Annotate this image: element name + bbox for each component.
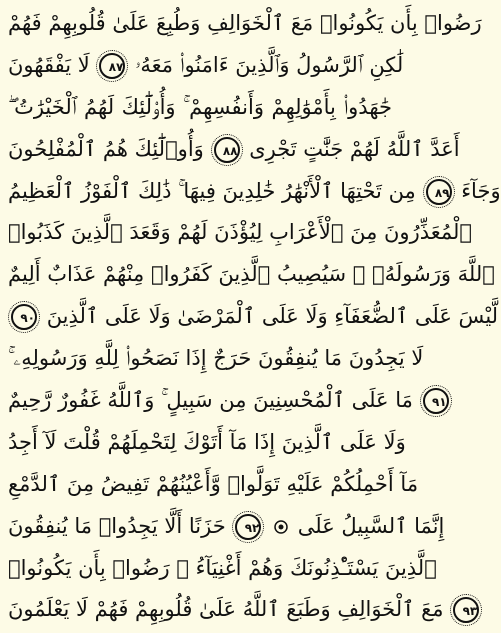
verse-line [8, 422, 406, 464]
verse-line [8, 548, 437, 590]
verse-text: مَعَ ٱلْخَوَالِفِ وَطَبَعَ ٱللَّهُ عَلَىٰ قُلُوبِهِمْ فَهُمْ لَا يَعْلَمُونَ [8, 597, 444, 622]
verse-line [8, 589, 478, 631]
verse-text: ٱلْمُعَذِّرُونَ مِنَ ٱلْأَعْرَابِ لِيُؤْذَنَ لَهُمْ وَقَعَدَ ٱلَّذِينَ كَذَبُوا۟ [8, 220, 473, 245]
verse-line [8, 129, 460, 171]
ayah-number-marker: ٩٢ [235, 514, 261, 540]
verse-line [8, 87, 392, 129]
verse-line [8, 171, 501, 213]
verse-text: لَٰكِنِ ٱلرَّسُولُ وَٱلَّذِينَ ءَامَنُوا۟ مَعَهُۥ [135, 52, 404, 77]
verse-text: مِن تَحْتِهَا ٱلْأَنْهَٰرُ خَٰلِدِينَ فِيهَا ۚ ذَٰلِكَ ٱلْفَوْزُ ٱلْعَظِيمُ [8, 178, 416, 203]
verse-text: وَأُو۟لَٰٓئِكَ هُمُ ٱلْمُفْلِحُونَ [8, 136, 204, 161]
verse-text: ٱلَّذِينَ يَسْتَـْٔذِنُونَكَ وَهُمْ أَغْنِيَآءُ ۚ رَضُوا۟ بِأَن يَكُونُوا۟ [8, 555, 437, 580]
verse-text: رَضُوا۟ بِأَن يَكُونُوا۟ مَعَ ٱلْخَوَالِفِ وَطُبِعَ عَلَىٰ قُلُوبِهِمْ فَهُمْ [8, 11, 482, 35]
verse-line [8, 254, 495, 296]
verse-text: جَٰهَدُوا۟ بِأَمْوَٰلِهِمْ وَأَنفُسِهِمْ ۚ وَأُو۟لَٰٓئِكَ لَهُمُ ٱلْخَيْرَٰتُ ۖ [8, 94, 392, 119]
verse-line [8, 296, 499, 338]
ayah-number-marker: ٩٠ [11, 304, 37, 330]
verse-text: لَّيْسَ عَلَى ٱلضُّعَفَآءِ وَلَا عَلَى ٱلْمَرْضَىٰ وَلَا عَلَى ٱلَّذِينَ [46, 304, 499, 329]
verse-line [8, 45, 404, 87]
verse-line [8, 464, 419, 506]
verse-line [8, 3, 482, 45]
verse-text: مَآ أَحْمِلُكُمْ عَلَيْهِ تَوَلَّوا۟ وَّأَعْيُنُهُمْ تَفِيضُ مِنَ ٱلدَّمْعِ [8, 471, 419, 496]
ayah-number-marker: ٨٨ [214, 137, 240, 163]
sajda-mark-icon [274, 520, 288, 534]
verse-line [8, 338, 424, 380]
verse-text: ٱللَّهَ وَرَسُولَهُۥ ۚ سَيُصِيبُ ٱلَّذِينَ كَفَرُوا۟ مِنْهُمْ عَذَابٌ أَلِيمٌ [8, 262, 495, 287]
verse-text: إِنَّمَا ٱلسَّبِيلُ عَلَى [297, 513, 445, 538]
ayah-number-marker: ٩١ [423, 388, 449, 414]
verse-text: وَجَآءَ [461, 178, 501, 203]
verse-text: أَعَدَّ ٱللَّهُ لَهُمْ جَنَّٰتٍ تَجْرِى [249, 136, 460, 161]
verse-text: لَا يَجِدُونَ مَا يُنفِقُونَ حَرَجٌ إِذَا نَصَحُوا۟ لِلَّهِ وَرَسُولِهِۦ ۚ [8, 346, 424, 371]
verse-text: لَا يَفْقَهُونَ [8, 52, 90, 77]
verse-line [8, 506, 445, 548]
verse-text: حَزَنًا أَلَّا يَجِدُوا۟ مَا يُنفِقُونَ [8, 513, 226, 538]
verse-text: مَا عَلَى ٱلْمُحْسِنِينَ مِن سَبِيلٍ ۚ وَٱللَّهُ غَفُورٌ رَّحِيمٌ [8, 388, 413, 413]
ayah-number-marker: ٩٣ [453, 597, 479, 623]
ayah-number-marker: ٨٩ [426, 179, 452, 205]
verse-text: وَلَا عَلَى ٱلَّذِينَ إِذَا مَآ أَتَوْكَ لِتَحْمِلَهُمْ قُلْتَ لَآ أَجِدُ [8, 429, 406, 454]
verse-line [8, 380, 447, 422]
ayah-number-marker: ٨٧ [99, 53, 125, 79]
verse-line [8, 212, 473, 254]
